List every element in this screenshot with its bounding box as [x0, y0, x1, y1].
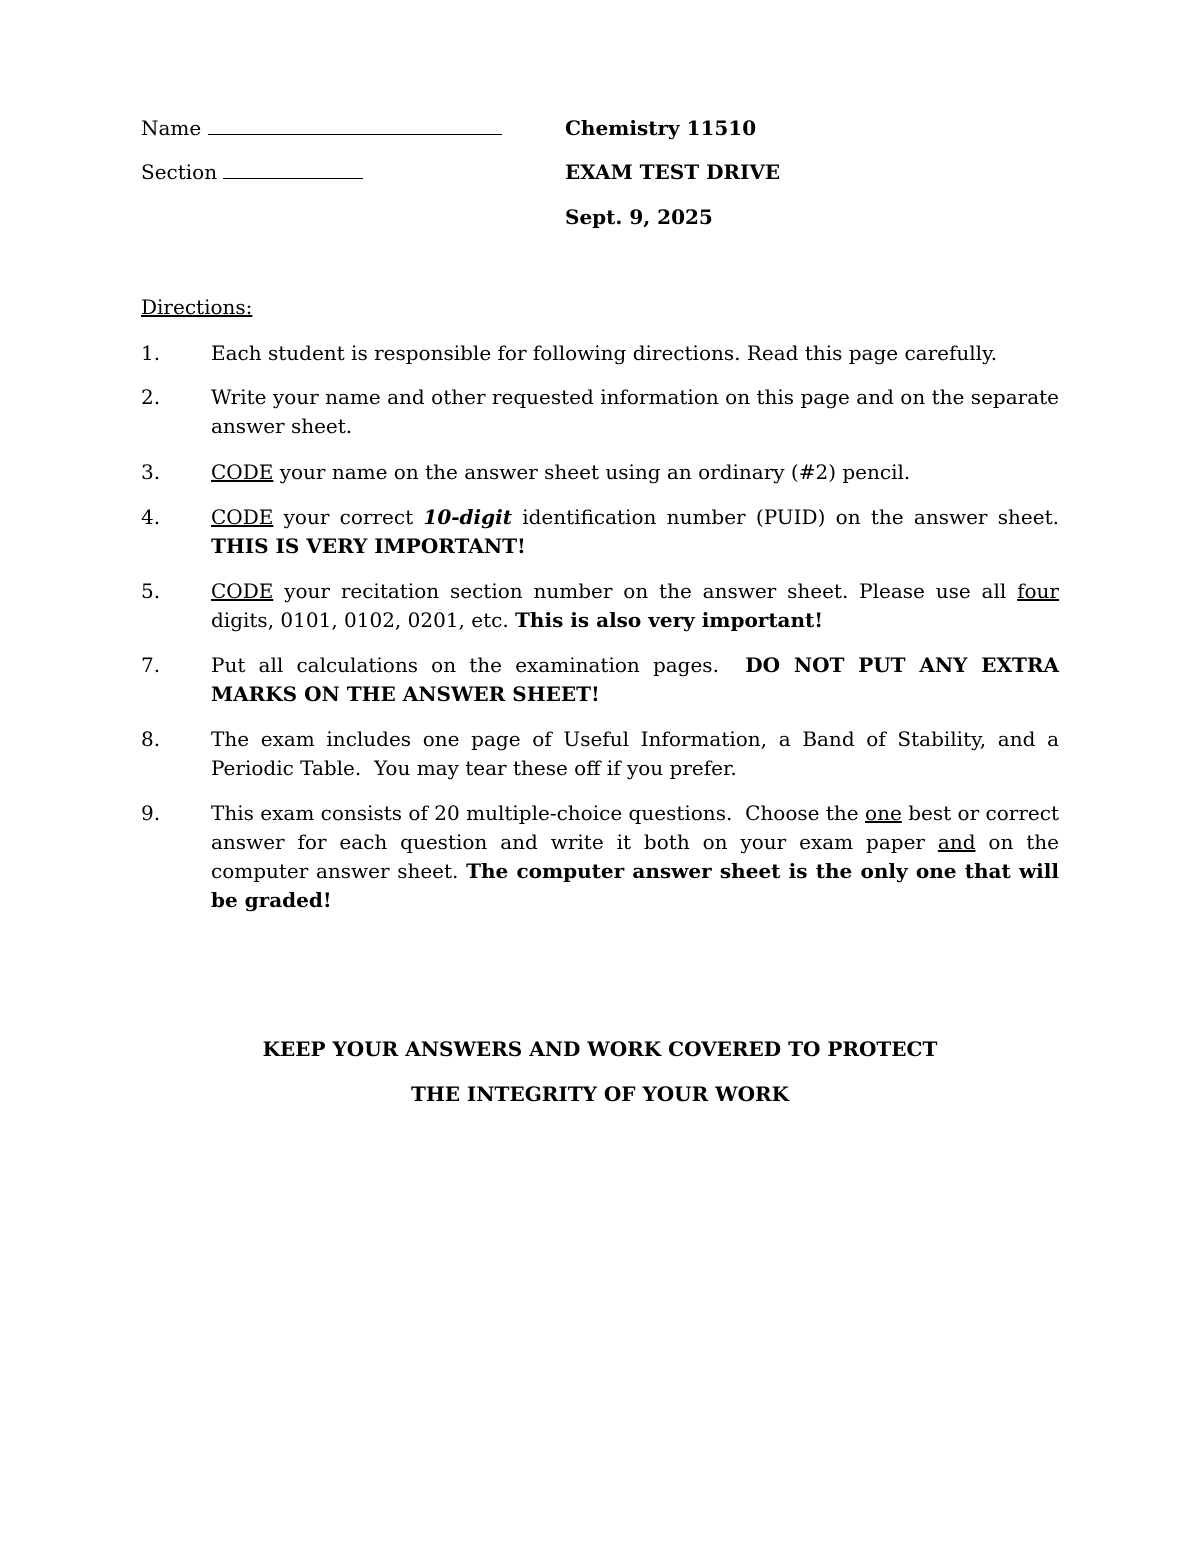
- direction-item: [141, 799, 1066, 915]
- direction-text-rest: your name on the answer sheet using an ordinary (#2) pencil.: [273, 460, 911, 484]
- underlined-four: four: [1017, 579, 1059, 603]
- direction-text-part: digits, 0101, 0102, 0201, etc.: [211, 608, 516, 632]
- important-note: The computer answer sheet is the only one that will be graded!: [211, 859, 1066, 912]
- footer-line-1: KEEP YOUR ANSWERS AND WORK COVERED TO PROTECT: [262, 1037, 938, 1061]
- exam-title: EXAM TEST DRIVE: [565, 160, 781, 184]
- underlined-one: one: [865, 801, 902, 825]
- section-label: Section: [141, 160, 218, 184]
- footer-line-2: THE INTEGRITY OF YOUR WORK: [410, 1082, 790, 1106]
- direction-number: 3.: [141, 460, 161, 484]
- direction-text-part: on the computer answer sheet.: [211, 830, 1066, 883]
- direction-text-part: your correct: [273, 505, 424, 529]
- direction-text: [211, 577, 1059, 635]
- direction-text-part: This exam consists of 20 multiple-choice questions. Choose the: [211, 801, 866, 825]
- direction-text: [211, 458, 1059, 487]
- directions-heading: Directions:: [141, 295, 253, 319]
- direction-text-part: Put all calculations on the examination pages.: [211, 653, 746, 677]
- name-blank-line[interactable]: [208, 116, 502, 135]
- direction-number: 7.: [141, 653, 161, 677]
- section-field: [141, 160, 363, 184]
- name-label: Name: [141, 116, 202, 140]
- direction-text-part: best or correct answer for each question and write it both on your exam paper: [211, 801, 1066, 854]
- direction-text: Each student is responsible for following directions. Read this page carefully.: [211, 341, 998, 365]
- name-field: [141, 116, 502, 140]
- section-blank-line[interactable]: [223, 160, 363, 179]
- direction-item: [141, 577, 1059, 635]
- code-keyword: CODE: [211, 579, 274, 603]
- code-keyword: CODE: [211, 505, 274, 529]
- direction-item: [141, 503, 1059, 561]
- direction-text: [211, 799, 1066, 915]
- direction-number: 9.: [141, 801, 161, 825]
- direction-number: 1.: [141, 341, 161, 365]
- direction-item: [141, 651, 1059, 709]
- direction-text: [211, 503, 1059, 561]
- direction-number: 2.: [141, 385, 161, 409]
- direction-number: 4.: [141, 505, 161, 529]
- direction-text: Write your name and other requested information on this page and on the separate answer sheet.: [211, 385, 1059, 438]
- underlined-and: and: [937, 830, 976, 854]
- direction-text-part: identification number (PUID) on the answer sheet.: [511, 505, 1059, 529]
- important-note: THIS IS VERY IMPORTANT!: [211, 534, 526, 558]
- exam-date: Sept. 9, 2025: [565, 205, 713, 229]
- direction-item: [141, 383, 1059, 441]
- direction-text: [211, 651, 1059, 709]
- important-note: This is also very important!: [515, 608, 824, 632]
- direction-item: [141, 458, 1059, 487]
- important-note: DO NOT PUT ANY EXTRA MARKS ON THE ANSWER SHEET!: [211, 653, 1059, 706]
- emphasis-10-digit: 10-digit: [423, 505, 512, 529]
- code-keyword: CODE: [211, 460, 274, 484]
- direction-number: 5.: [141, 579, 161, 603]
- course-title: Chemistry 11510: [565, 116, 757, 140]
- direction-item: [141, 339, 1059, 368]
- direction-item: [141, 725, 1066, 783]
- direction-text: The exam includes one page of Useful Information, a Band of Stability, and a Periodic Table. You may tear these off if you prefer.: [211, 727, 1066, 780]
- direction-number: 8.: [141, 727, 161, 751]
- direction-text-part: your recitation section number on the answer sheet. Please use all: [273, 579, 1018, 603]
